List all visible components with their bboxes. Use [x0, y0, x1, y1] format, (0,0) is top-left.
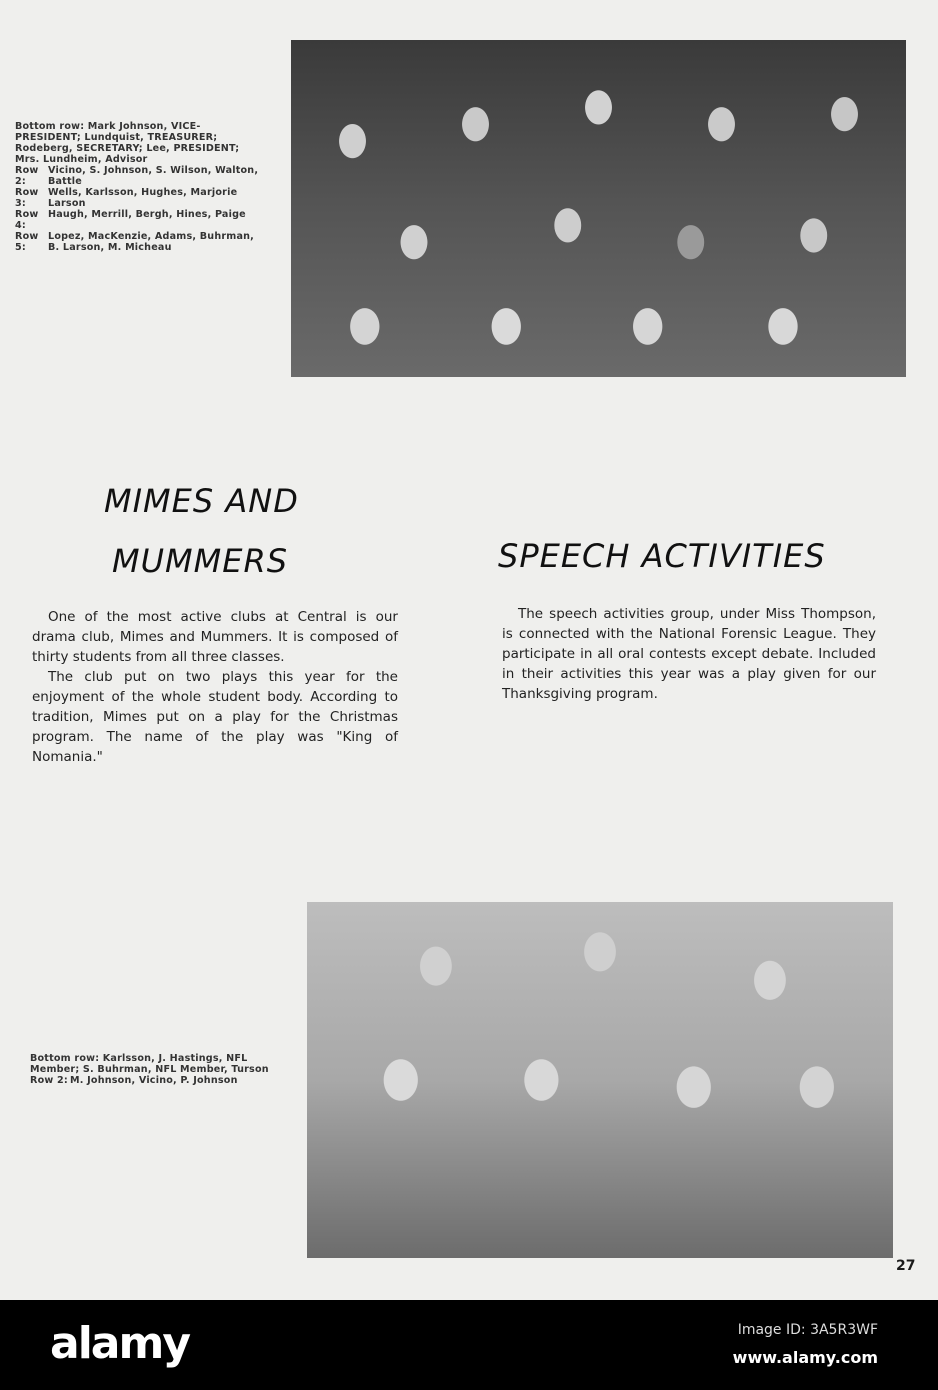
speech-title: SPEECH ACTIVITIES	[498, 537, 826, 575]
speech-body	[502, 604, 876, 704]
row-label: Row 4:	[15, 209, 39, 231]
caption-bottom-row: Bottom row: Mark Johnson, VICE-PRESIDENT; Lundquist, TREASURER; Rodeberg, SECRETARY; Lee, PRESIDENT; Mrs. Lundheim, Advisor	[15, 121, 240, 165]
mimes-body	[32, 607, 398, 767]
speech-group-photo	[307, 902, 893, 1258]
alamy-logo: alamy	[50, 1318, 189, 1369]
image-id: Image ID: 3A5R3WF	[737, 1322, 878, 1338]
speech-photo-caption	[30, 1053, 280, 1086]
mimes-paragraph: One of the most active clubs at Central is our drama club, Mimes and Mummers. It is composed of thirty students from all three classes.	[32, 609, 398, 665]
mimes-group-photo	[291, 40, 906, 377]
mimes-title-line1: MIMES AND	[104, 482, 299, 520]
row-names: Wells, Karlsson, Hughes, Marjorie Larson	[48, 187, 238, 209]
row-names: M. Johnson, Vicino, P. Johnson	[70, 1075, 238, 1086]
mimes-photo-caption	[15, 121, 265, 253]
watermark-footer	[0, 1300, 938, 1390]
mimes-title-line2: MUMMERS	[112, 542, 289, 580]
row-label: Row 5:	[15, 231, 39, 253]
row-names: Haugh, Merrill, Bergh, Hines, Paige	[48, 209, 246, 220]
row-names: Vicino, S. Johnson, S. Wilson, Walton, Battle	[48, 165, 259, 187]
page-number: 27	[896, 1258, 916, 1274]
row-label: Row 2:	[15, 165, 39, 187]
row-label: Row 3:	[15, 187, 39, 209]
row-label: Row 2:	[30, 1075, 68, 1086]
mimes-paragraph: The club put on two plays this year for the enjoyment of the whole student body. According to tradition, Mimes put on a play for the Christmas program. The name of the play was "King of Nomania."	[32, 669, 398, 765]
alamy-url: www.alamy.com	[732, 1348, 878, 1367]
speech-paragraph: The speech activities group, under Miss Thompson, is connected with the National Forensic League. They participate in all oral contests except debate. Included in their activities this year was a play given for our Thanksgiving program.	[502, 606, 876, 702]
caption-bottom-row: Bottom row: Karlsson, J. Hastings, NFL Member; S. Buhrman, NFL Member, Turson	[30, 1053, 269, 1075]
row-names: Lopez, MacKenzie, Adams, Buhrman, B. Larson, M. Micheau	[48, 231, 255, 253]
